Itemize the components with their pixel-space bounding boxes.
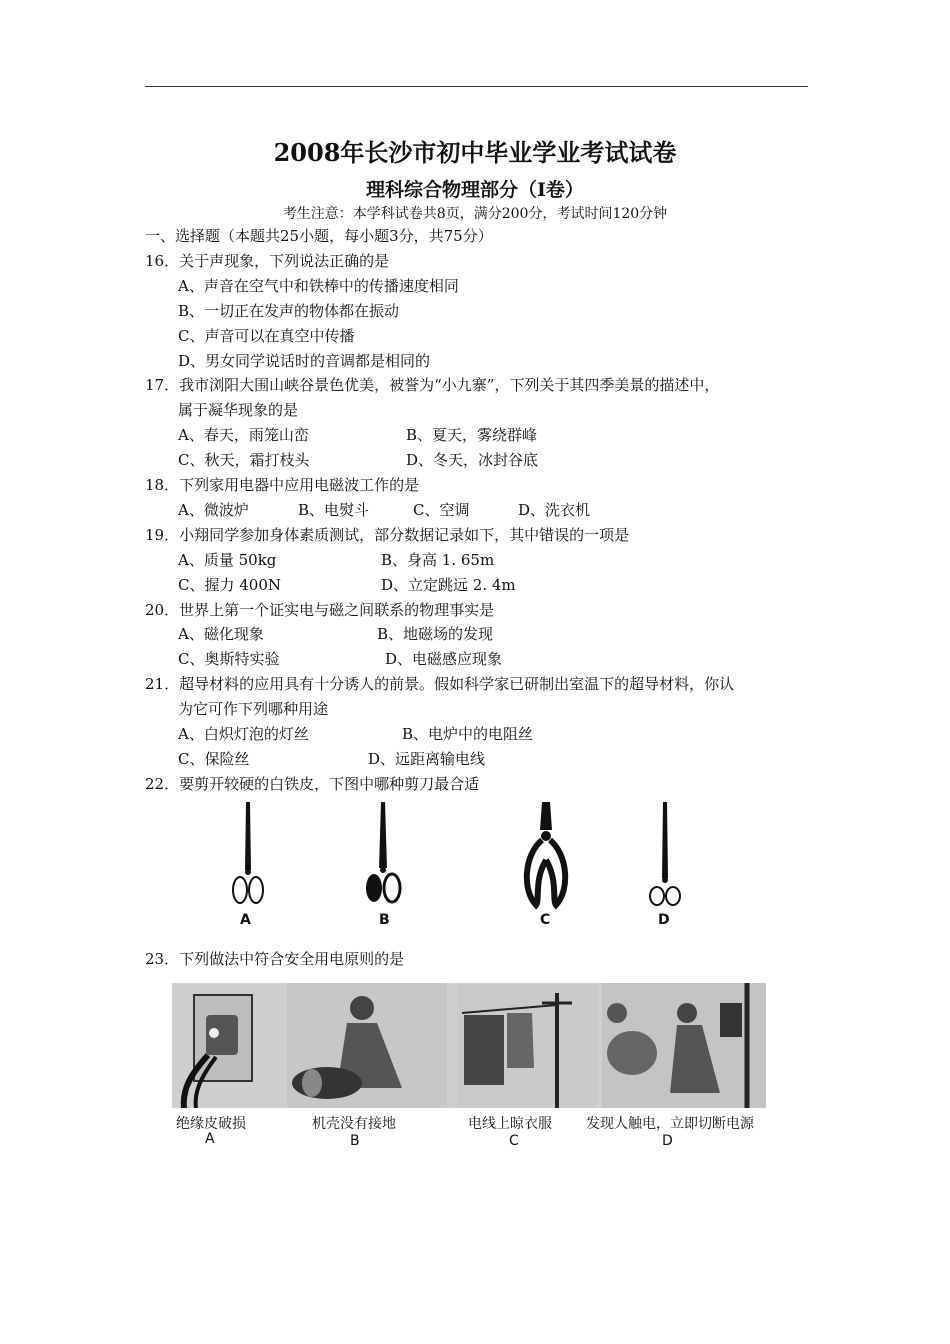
- safety-label-c: C: [509, 1133, 519, 1149]
- q21-option-a: A、白炽灯泡的灯丝: [178, 725, 309, 743]
- exam-subtitle: 理科综合物理部分（Ⅰ卷）: [366, 179, 584, 201]
- q20-stem: 20．世界上第一个证实电与磁之间联系的物理事实是: [145, 601, 495, 619]
- q17-option-c: C、秋天，霜打枝头: [178, 451, 310, 469]
- q21-stem-line2: 为它可作下列哪种用途: [178, 700, 329, 718]
- q21-option-c: C、保险丝: [178, 750, 250, 768]
- safety-label-b: B: [350, 1133, 360, 1149]
- q17-option-d: D、冬天，冰封谷底: [406, 451, 539, 469]
- ungrounded-machine-picture: [287, 983, 447, 1108]
- q19-stem: 19．小翔同学参加身体素质测试，部分数据记录如下，其中错误的一项是: [145, 526, 630, 544]
- q18-option-c: C、空调: [413, 501, 470, 519]
- q16-stem: 16．关于声现象，下列说法正确的是: [145, 252, 390, 270]
- q20-option-a: A、磁化现象: [178, 625, 264, 643]
- q17-option-a: A、春天，雨笼山峦: [178, 426, 309, 444]
- q17-stem-line1: 17．我市浏阳大围山峡谷景色优美，被誉为“小九寨”，下列关于其四季美景的描述中，: [145, 376, 720, 394]
- safety-label-d: D: [662, 1133, 673, 1149]
- clothes-on-wire-picture: [457, 983, 597, 1108]
- q18-stem: 18．下列家用电器中应用电磁波工作的是: [145, 476, 420, 494]
- cut-power-rescue-picture: [602, 983, 766, 1108]
- safety-illustration-strip: [172, 983, 766, 1108]
- top-rule: [145, 86, 808, 87]
- exam-title: 2008年长沙市初中毕业学业考试试卷: [273, 138, 677, 167]
- scissors-label-c: C: [540, 912, 551, 928]
- safety-caption-d: 发现人触电，立即切断电源: [586, 1116, 754, 1132]
- scissors-d-figure: [645, 800, 685, 912]
- section-heading: 一、选择题（本题共25小题，每小题3分，共75分）: [145, 227, 493, 245]
- safety-label-a: A: [205, 1131, 215, 1147]
- q19-option-c: C、握力 400N: [178, 576, 282, 594]
- q17-stem-line2: 属于凝华现象的是: [178, 401, 299, 419]
- exam-notice: 考生注意：本学科试卷共8页，满分200分，考试时间120分钟: [282, 206, 668, 222]
- q18-option-d: D、洗衣机: [518, 501, 591, 519]
- scissors-label-b: B: [379, 912, 390, 928]
- safety-caption-b: 机壳没有接地: [312, 1116, 396, 1132]
- q18-option-a: A、微波炉: [178, 501, 249, 519]
- safety-caption-c: 电线上晾衣服: [468, 1116, 552, 1132]
- safety-caption-a: 绝缘皮破损: [176, 1116, 246, 1132]
- q21-stem-line1: 21．超导材料的应用具有十分诱人的前景。假如科学家已研制出室温下的超导材料，你认: [145, 675, 735, 693]
- q20-option-b: B、地磁场的发现: [377, 625, 494, 643]
- q16-option-a: A、声音在空气中和铁棒中的传播速度相同: [178, 277, 459, 295]
- scissors-b-figure: [360, 800, 406, 912]
- q16-option-d: D、男女同学说话时的音调都是相同的: [178, 352, 431, 370]
- q16-option-c: C、声音可以在真空中传播: [178, 327, 355, 345]
- scissors-a-figure: [226, 800, 270, 912]
- scissors-c-figure: [518, 800, 574, 912]
- q20-option-d: D、电磁感应现象: [385, 650, 503, 668]
- scissors-label-a: A: [240, 912, 251, 928]
- q18-option-b: B、电熨斗: [298, 501, 370, 519]
- q17-option-b: B、夏天，雾绕群峰: [406, 426, 538, 444]
- q21-option-b: B、电炉中的电阻丝: [402, 725, 534, 743]
- scissors-label-d: D: [658, 912, 670, 928]
- q21-option-d: D、远距离输电线: [368, 750, 486, 768]
- q22-stem: 22．要剪开较硬的白铁皮，下图中哪种剪刀最合适: [145, 775, 480, 793]
- q23-stem: 23．下列做法中符合安全用电原则的是: [145, 950, 405, 968]
- q16-option-b: B、一切正在发声的物体都在振动: [178, 302, 400, 320]
- q19-option-a: A、质量 50kg: [178, 551, 277, 569]
- q20-option-c: C、奥斯特实验: [178, 650, 280, 668]
- q19-option-b: B、身高 1. 65m: [381, 551, 495, 569]
- q19-option-d: D、立定跳远 2. 4m: [381, 576, 516, 594]
